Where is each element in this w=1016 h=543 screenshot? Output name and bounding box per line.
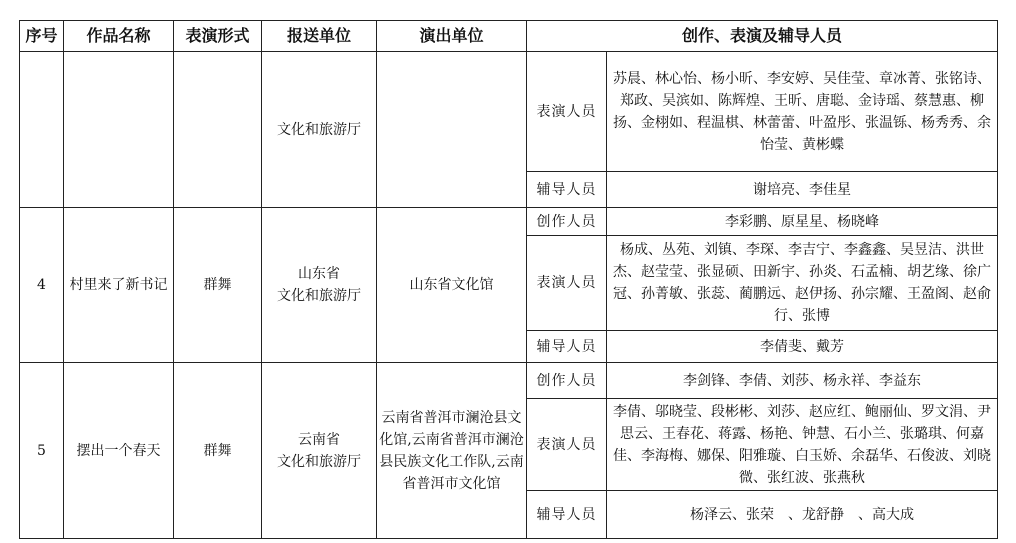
role-names: 杨泽云、张荣 、龙舒静 、高大成: [607, 491, 998, 539]
seq-cell: 5: [20, 363, 64, 539]
submitting-unit-line-2: 文化和旅游厅: [277, 453, 361, 470]
submitting-unit-cell: [262, 208, 377, 363]
table-row: [20, 52, 998, 172]
role-names: 李倩斐、戴芳: [607, 331, 998, 363]
role-label: 辅导人员: [527, 491, 607, 539]
role-names: 李倩、邬晓莹、段彬彬、刘莎、赵应红、鲍丽仙、罗文涓、尹思云、王春花、蒋露、杨艳、钟慧、石小兰、张璐琪、何嘉佳、李海梅、娜保、阳雅璇、白玉娇、余磊华、石俊波、刘晓微、张红波、张燕秋: [607, 399, 998, 491]
header-work-name: 作品名称: [64, 21, 174, 52]
role-names: 李彩鹏、原星星、杨晓峰: [607, 208, 998, 236]
form-cell: 群舞: [174, 363, 262, 539]
role-label: 辅导人员: [527, 172, 607, 208]
table-row: [20, 363, 998, 399]
submitting-unit-cell: [262, 363, 377, 539]
performing-unit-cell: [377, 52, 527, 208]
role-names: 杨成、丛苑、刘镇、李琛、李吉宁、李鑫鑫、吴昱洁、洪世杰、赵莹莹、张显硕、田新宇、孙炎、石孟楠、胡艺缘、徐广冠、孙菁敏、张蕊、蔺鹏远、赵伊扬、孙宗耀、王盈阁、赵俞行、张博: [607, 236, 998, 331]
role-label: 辅导人员: [527, 331, 607, 363]
role-names: 谢培亮、李佳星: [607, 172, 998, 208]
header-submitting-unit: 报送单位: [262, 21, 377, 52]
work-name-cell: [64, 52, 174, 208]
work-name-cell: 村里来了新书记: [64, 208, 174, 363]
header-performance-form: 表演形式: [174, 21, 262, 52]
submitting-unit-line-1: 云南省: [298, 431, 340, 448]
header-staff: 创作、表演及辅导人员: [527, 21, 998, 52]
seq-cell: [20, 52, 64, 208]
work-name-cell: 摆出一个春天: [64, 363, 174, 539]
header-seq: 序号: [20, 21, 64, 52]
header-performing-unit: 演出单位: [377, 21, 527, 52]
submitting-unit-line-2: 文化和旅游厅: [277, 288, 361, 304]
role-label: 创作人员: [527, 363, 607, 399]
program-table: [19, 20, 998, 539]
role-label: 表演人员: [527, 52, 607, 172]
header-row: [20, 21, 998, 52]
role-names: 李剑锋、李倩、刘莎、杨永祥、李益东: [607, 363, 998, 399]
submitting-unit-line-1: 山东省: [298, 266, 340, 282]
table-row: [20, 208, 998, 236]
form-cell: [174, 52, 262, 208]
role-names: 苏晨、林心怡、杨小昕、李安婷、吴佳莹、章冰菁、张铭诗、郑政、吴滨如、陈辉煌、王昕、唐聪、金诗瑶、蔡慧惠、柳扬、金栩如、程温棋、林蕾蕾、叶盈彤、张温铄、杨秀秀、余怡莹、黄彬蝶: [607, 52, 998, 172]
performing-unit-cell: 山东省文化馆: [377, 208, 527, 363]
role-label: 表演人员: [527, 399, 607, 491]
form-cell: 群舞: [174, 208, 262, 363]
seq-cell: 4: [20, 208, 64, 363]
performing-unit-cell: 云南省普洱市澜沧县文化馆,云南省普洱市澜沧县民族文化工作队,云南省普洱市文化馆: [377, 363, 527, 539]
role-label: 表演人员: [527, 236, 607, 331]
role-label: 创作人员: [527, 208, 607, 236]
submitting-unit-cell: 文化和旅游厅: [262, 52, 377, 208]
